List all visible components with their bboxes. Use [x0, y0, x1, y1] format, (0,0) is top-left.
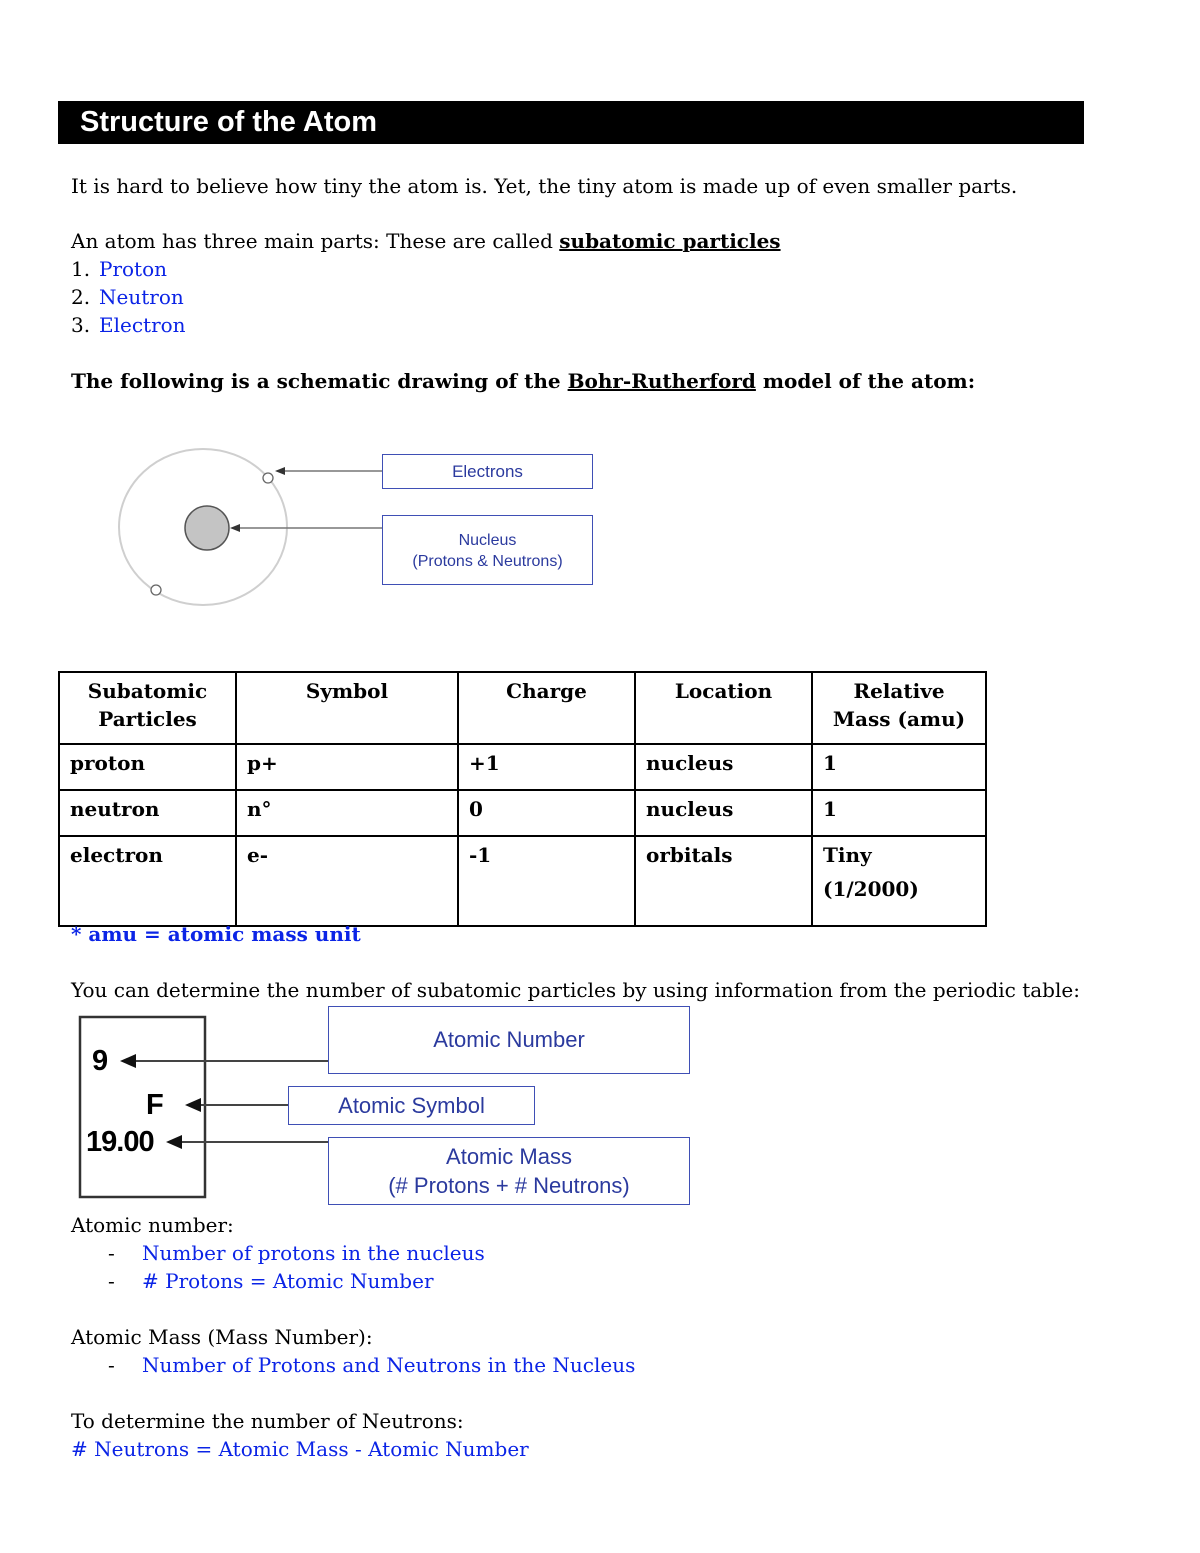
- electrons-label-box: [382, 454, 593, 489]
- nucleus-arrow-head: [230, 524, 240, 532]
- atomic-symbol-label: Atomic Symbol: [338, 1093, 485, 1118]
- neutrons-formula: # Neutrons = Atomic Mass - Atomic Number: [71, 1437, 529, 1461]
- atomic-number-label: Atomic Number: [433, 1027, 585, 1052]
- table-cell: neutron: [59, 790, 236, 836]
- parts-intro: [71, 227, 781, 255]
- atomic-symbol-label-box: [288, 1086, 535, 1125]
- table-cell: 0: [458, 790, 635, 836]
- particle-name: Proton: [99, 257, 168, 281]
- electron-mass-value: Tiny: [823, 843, 872, 867]
- atomic-mass-label: Atomic Mass: [446, 1144, 572, 1169]
- tile-symbol: F: [146, 1089, 164, 1121]
- atomic-number-label-box: [328, 1006, 690, 1074]
- electron-mass-note: (1/2000): [823, 877, 919, 901]
- table-cell: nucleus: [635, 790, 812, 836]
- neutrons-heading: To determine the number of Neutrons:: [71, 1409, 464, 1433]
- nucleus-label: Nucleus: [458, 532, 517, 549]
- header-location: Location: [635, 672, 812, 744]
- table-row: [59, 744, 986, 790]
- table-cell: nucleus: [635, 744, 812, 790]
- bullet-dash: -: [108, 1353, 115, 1377]
- electron-dot: [263, 473, 273, 483]
- atomic-mass-heading: Atomic Mass (Mass Number):: [71, 1325, 373, 1349]
- bullet-item: # Protons = Atomic Number: [142, 1269, 434, 1293]
- bohr-rutherford-term: Bohr-Rutherford: [567, 369, 756, 393]
- table-cell: 1: [812, 744, 986, 790]
- bullet-dash: -: [108, 1241, 115, 1265]
- amu-footnote: * amu = atomic mass unit: [71, 922, 361, 946]
- periodic-intro: You can determine the number of subatomic particles by using information from the periodic table:: [71, 978, 1080, 1002]
- table-cell: n°: [236, 790, 458, 836]
- table-cell: -1: [458, 836, 635, 926]
- table-row: [59, 790, 986, 836]
- table-cell: [812, 836, 986, 926]
- header-subatomic: Subatomic Particles: [59, 672, 236, 744]
- table-cell: e-: [236, 836, 458, 926]
- header-relative-mass: Relative Mass (amu): [812, 672, 986, 744]
- atomic-mass-sublabel: (# Protons + # Neutrons): [388, 1173, 630, 1198]
- list-item: [71, 311, 186, 339]
- electrons-arrow-head: [275, 467, 285, 475]
- atomic-number-heading: Atomic number:: [71, 1213, 234, 1237]
- electrons-label: Electrons: [452, 462, 523, 481]
- table-header-row: [59, 672, 986, 744]
- list-item: [71, 283, 184, 311]
- intro-text: It is hard to believe how tiny the atom is. Yet, the tiny atom is made up of even smaller parts.: [71, 174, 1018, 198]
- header-charge: Charge: [458, 672, 635, 744]
- electron-dot: [151, 585, 161, 595]
- table-cell: +1: [458, 744, 635, 790]
- nucleus-label-box: [382, 515, 593, 585]
- nucleus-sublabel: (Protons & Neutrons): [412, 553, 563, 570]
- schematic-suffix: model of the atom:: [755, 369, 976, 393]
- table-row: [59, 836, 986, 926]
- page-title: Structure of the Atom: [58, 101, 1084, 144]
- table-cell: orbitals: [635, 836, 812, 926]
- tile-atomic-number: 9: [92, 1045, 109, 1077]
- particle-name: Electron: [99, 313, 186, 337]
- list-item: [71, 255, 167, 283]
- bullet-item: Number of protons in the nucleus: [142, 1241, 485, 1265]
- subatomic-particles-term: subatomic particles: [559, 229, 781, 253]
- subatomic-table: [58, 671, 987, 927]
- atomic-mass-label-box: [328, 1137, 690, 1205]
- table-cell: 1: [812, 790, 986, 836]
- list-number: 2.: [71, 285, 91, 309]
- tile-mass: 19.00: [86, 1126, 154, 1158]
- bullet-dash: -: [108, 1269, 115, 1293]
- table-cell: electron: [59, 836, 236, 926]
- schematic-prefix: The following is a schematic drawing of the: [71, 369, 568, 393]
- nucleus-circle: [185, 506, 229, 550]
- parts-intro-prefix: An atom has three main parts: These are called: [71, 229, 560, 253]
- list-number: 1.: [71, 257, 91, 281]
- particle-name: Neutron: [99, 285, 184, 309]
- table-cell: p+: [236, 744, 458, 790]
- list-number: 3.: [71, 313, 91, 337]
- header-symbol: Symbol: [236, 672, 458, 744]
- bullet-item: Number of Protons and Neutrons in the Nucleus: [142, 1353, 636, 1377]
- schematic-intro: [71, 367, 975, 395]
- table-cell: proton: [59, 744, 236, 790]
